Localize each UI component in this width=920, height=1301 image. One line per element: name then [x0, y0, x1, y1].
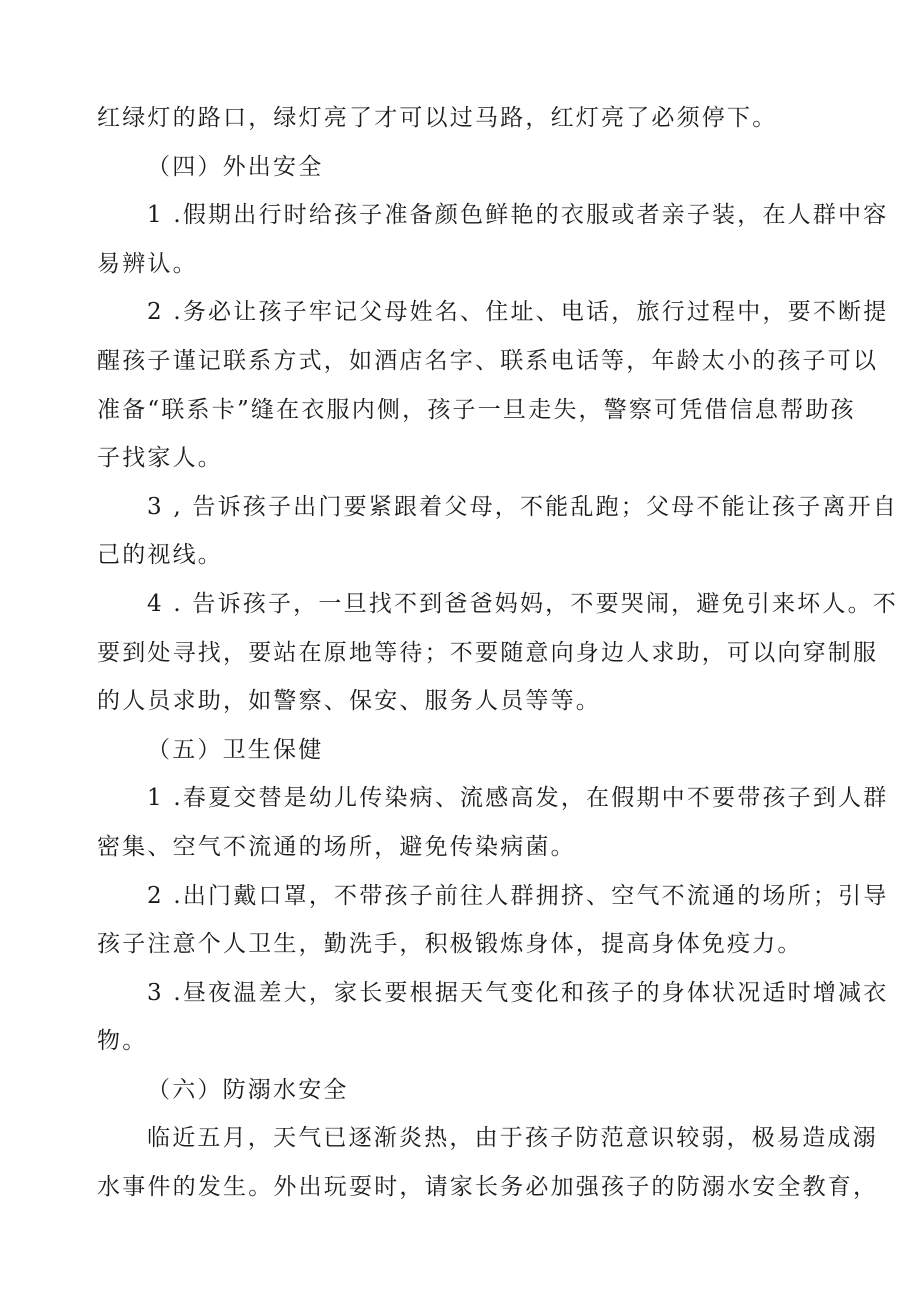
list-item-line: 2 .务必让孩子牢记父母姓名、住址、电话，旅行过程中，要不断提	[147, 299, 889, 326]
section-heading-outing-safety: （四）外出安全	[147, 153, 324, 180]
list-item-line: 要到处寻找，要站在原地等待；不要随意向身边人求助，可以向穿制服	[97, 639, 879, 666]
list-item-line: 4 . 告诉孩子，一旦找不到爸爸妈妈，不要哭闹，避免引来坏人。不	[147, 590, 898, 617]
list-item-line: 密集、空气不流通的场所，避免传染病菌。	[97, 833, 576, 860]
list-item-line: 2 .出门戴口罩，不带孩子前往人群拥挤、空气不流通的场所；引导	[147, 882, 889, 909]
paragraph-line: 红绿灯的路口，绿灯亮了才可以过马路，红灯亮了必须停下。	[97, 105, 778, 131]
section-heading-drowning-prevention: （六）防溺水安全	[147, 1076, 349, 1103]
section-heading-hygiene: （五）卫生保健	[147, 736, 324, 763]
paragraph-line: 临近五月，天气已逐渐炎热，由于孩子防范意识较弱，极易造成溺	[147, 1125, 878, 1152]
list-item-line: 物。	[97, 1028, 148, 1055]
document-body	[97, 94, 898, 1212]
list-item-line: 孩子注意个人卫生，勤洗手，积极锻炼身体，提高身体免疫力。	[97, 931, 803, 958]
list-item-line: 的人员求助，如警察、保安、服务人员等等。	[97, 688, 601, 715]
list-item-line: 易辨认。	[97, 250, 198, 277]
list-item-line: 1 .春夏交替是幼儿传染病、流感高发，在假期中不要带孩子到人群	[147, 785, 889, 812]
list-item-line: 1 .假期出行时给孩子准备颜色鲜艳的衣服或者亲子装，在人群中容	[147, 202, 889, 229]
list-item-line: 子找家人。	[97, 445, 223, 472]
paragraph-line: 水事件的发生。外出玩耍时，请家长务必加强孩子的防溺水安全教育，	[97, 1174, 879, 1201]
list-item-line: 醒孩子谨记联系方式，如酒店名字、联系电话等，年龄太小的孩子可以	[97, 347, 879, 374]
list-item-line: 准备“联系卡”缝在衣服内侧，孩子一旦走失，警察可凭借信息帮助孩	[97, 396, 856, 423]
list-item-line: 3 , 告诉孩子出门要紧跟着父母，不能乱跑；父母不能让孩子离开自	[147, 493, 898, 520]
list-item-line: 3 .昼夜温差大，家长要根据天气变化和孩子的身体状况适时增减衣	[147, 979, 889, 1006]
list-item-line: 己的视线。	[97, 542, 223, 569]
